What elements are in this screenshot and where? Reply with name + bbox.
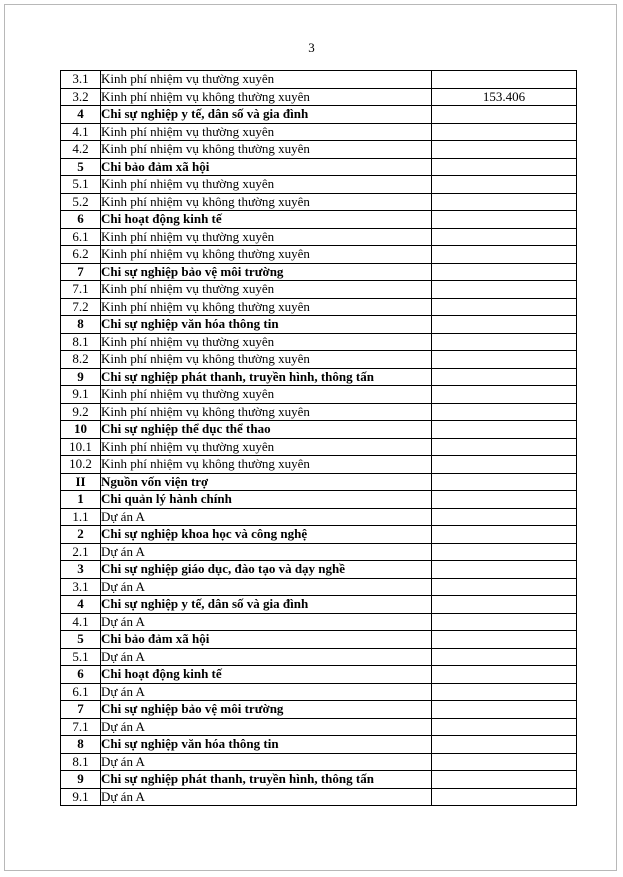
row-number-cell: 7 [61,263,101,281]
row-value-cell [432,193,577,211]
row-name-cell: Kinh phí nhiệm vụ thường xuyên [101,176,432,194]
row-number-cell: 2.1 [61,543,101,561]
row-number-cell: 8 [61,316,101,334]
row-number-cell: 4.2 [61,141,101,159]
row-value-cell [432,596,577,614]
row-name-cell: Kinh phí nhiệm vụ không thường xuyên [101,456,432,474]
row-value-cell [432,421,577,439]
row-value-cell [432,386,577,404]
table-row [61,211,577,229]
row-number-cell: 9.1 [61,386,101,404]
row-name-cell: Kinh phí nhiệm vụ thường xuyên [101,386,432,404]
row-value-cell [432,176,577,194]
row-value-cell [432,316,577,334]
table-row [61,386,577,404]
row-name-cell: Chi sự nghiệp bảo vệ môi trường [101,701,432,719]
page-number: 3 [308,40,315,55]
row-name-cell: Dự án A [101,718,432,736]
table-row [61,281,577,299]
table-row [61,613,577,631]
row-number-cell: 5.2 [61,193,101,211]
table-row [61,718,577,736]
table-row [61,473,577,491]
row-number-cell: 10.2 [61,456,101,474]
row-number-cell: 3.2 [61,88,101,106]
row-name-cell: Kinh phí nhiệm vụ không thường xuyên [101,298,432,316]
row-number-cell: 6 [61,211,101,229]
row-number-cell: 3.1 [61,71,101,89]
row-number-cell: 10 [61,421,101,439]
row-name-cell: Kinh phí nhiệm vụ không thường xuyên [101,403,432,421]
row-name-cell: Dự án A [101,578,432,596]
table-row [61,561,577,579]
row-name-cell: Kinh phí nhiệm vụ thường xuyên [101,281,432,299]
row-value-cell [432,561,577,579]
row-value-cell [432,298,577,316]
row-number-cell: 7.1 [61,281,101,299]
table-row [61,316,577,334]
row-name-cell: Kinh phí nhiệm vụ thường xuyên [101,438,432,456]
row-name-cell: Kinh phí nhiệm vụ thường xuyên [101,228,432,246]
row-number-cell: 9.2 [61,403,101,421]
row-name-cell: Chi bảo đảm xã hội [101,631,432,649]
table-row [61,631,577,649]
row-name-cell: Chi sự nghiệp thể dục thể thao [101,421,432,439]
row-value-cell [432,246,577,264]
row-value-cell [432,368,577,386]
row-number-cell: 9 [61,368,101,386]
row-name-cell: Dự án A [101,683,432,701]
table-row [61,683,577,701]
table-row [61,648,577,666]
row-number-cell: 5 [61,631,101,649]
table-row [61,141,577,159]
table-row [61,88,577,106]
row-number-cell: 8.1 [61,333,101,351]
row-name-cell: Kinh phí nhiệm vụ không thường xuyên [101,88,432,106]
row-name-cell: Chi sự nghiệp y tế, dân số và gia đình [101,596,432,614]
row-value-cell [432,351,577,369]
table-row [61,701,577,719]
table-row [61,368,577,386]
table-row [61,71,577,89]
table-row [61,491,577,509]
row-value-cell [432,736,577,754]
row-name-cell: Kinh phí nhiệm vụ không thường xuyên [101,351,432,369]
row-number-cell: 3 [61,561,101,579]
row-value-cell [432,141,577,159]
row-value-cell [432,403,577,421]
row-number-cell: 7.1 [61,718,101,736]
table-row [61,788,577,806]
row-number-cell: 3.1 [61,578,101,596]
table-row [61,771,577,789]
row-value-cell [432,263,577,281]
table-row [61,246,577,264]
table-row [61,123,577,141]
row-name-cell: Chi sự nghiệp y tế, dân số và gia đình [101,106,432,124]
row-number-cell: 6.2 [61,246,101,264]
row-value-cell [432,158,577,176]
row-value-cell [432,333,577,351]
row-name-cell: Nguồn vốn viện trợ [101,473,432,491]
row-number-cell: II [61,473,101,491]
table-row [61,421,577,439]
row-value-cell: 153.406 [432,88,577,106]
row-value-cell [432,438,577,456]
table-row [61,508,577,526]
table-row [61,666,577,684]
row-name-cell: Chi bảo đảm xã hội [101,158,432,176]
row-name-cell: Chi quản lý hành chính [101,491,432,509]
row-value-cell [432,456,577,474]
row-number-cell: 1 [61,491,101,509]
row-number-cell: 7.2 [61,298,101,316]
row-value-cell [432,281,577,299]
row-name-cell: Chi sự nghiệp văn hóa thông tin [101,736,432,754]
table-row [61,736,577,754]
row-value-cell [432,106,577,124]
row-value-cell [432,701,577,719]
row-name-cell: Chi sự nghiệp bảo vệ môi trường [101,263,432,281]
row-number-cell: 9 [61,771,101,789]
table-row [61,106,577,124]
row-number-cell: 2 [61,526,101,544]
budget-table-body [61,71,577,806]
row-value-cell [432,788,577,806]
row-name-cell: Chi sự nghiệp khoa học và công nghệ [101,526,432,544]
row-value-cell [432,631,577,649]
table-row [61,456,577,474]
row-number-cell: 4 [61,106,101,124]
table-row [61,578,577,596]
table-row [61,193,577,211]
row-value-cell [432,211,577,229]
row-number-cell: 4 [61,596,101,614]
row-number-cell: 6 [61,666,101,684]
row-number-cell: 6.1 [61,228,101,246]
table-row [61,526,577,544]
row-name-cell: Dự án A [101,508,432,526]
table-row [61,596,577,614]
row-name-cell: Dự án A [101,753,432,771]
table-row [61,403,577,421]
row-name-cell: Chi sự nghiệp văn hóa thông tin [101,316,432,334]
row-name-cell: Kinh phí nhiệm vụ thường xuyên [101,333,432,351]
row-name-cell: Kinh phí nhiệm vụ không thường xuyên [101,193,432,211]
row-number-cell: 6.1 [61,683,101,701]
row-value-cell [432,666,577,684]
row-value-cell [432,683,577,701]
row-number-cell: 7 [61,701,101,719]
row-number-cell: 4.1 [61,613,101,631]
row-name-cell: Dự án A [101,788,432,806]
row-name-cell: Chi sự nghiệp phát thanh, truyền hình, thông tấn [101,368,432,386]
row-name-cell: Kinh phí nhiệm vụ không thường xuyên [101,141,432,159]
row-value-cell [432,71,577,89]
row-name-cell: Dự án A [101,648,432,666]
row-number-cell: 5.1 [61,176,101,194]
row-name-cell: Dự án A [101,613,432,631]
table-row [61,158,577,176]
row-number-cell: 5.1 [61,648,101,666]
row-number-cell: 8.1 [61,753,101,771]
row-value-cell [432,718,577,736]
row-number-cell: 9.1 [61,788,101,806]
table-row [61,298,577,316]
row-value-cell [432,526,577,544]
row-number-cell: 8 [61,736,101,754]
row-number-cell: 5 [61,158,101,176]
table-row [61,228,577,246]
row-name-cell: Kinh phí nhiệm vụ thường xuyên [101,123,432,141]
row-name-cell: Chi sự nghiệp phát thanh, truyền hình, thông tấn [101,771,432,789]
row-value-cell [432,648,577,666]
row-name-cell: Kinh phí nhiệm vụ thường xuyên [101,71,432,89]
table-row [61,543,577,561]
row-value-cell [432,543,577,561]
row-value-cell [432,508,577,526]
table-row [61,333,577,351]
row-name-cell: Dự án A [101,543,432,561]
row-name-cell: Chi sự nghiệp giáo dục, đào tạo và dạy nghề [101,561,432,579]
row-number-cell: 4.1 [61,123,101,141]
budget-table [60,70,577,806]
row-name-cell: Chi hoạt động kinh tế [101,666,432,684]
table-row [61,351,577,369]
row-value-cell [432,228,577,246]
table-row [61,176,577,194]
row-value-cell [432,613,577,631]
row-name-cell: Chi hoạt động kinh tế [101,211,432,229]
row-number-cell: 1.1 [61,508,101,526]
row-number-cell: 10.1 [61,438,101,456]
row-value-cell [432,473,577,491]
row-value-cell [432,771,577,789]
row-value-cell [432,578,577,596]
table-row [61,753,577,771]
row-name-cell: Kinh phí nhiệm vụ không thường xuyên [101,246,432,264]
table-row [61,438,577,456]
row-number-cell: 8.2 [61,351,101,369]
row-value-cell [432,753,577,771]
row-value-cell [432,491,577,509]
table-row [61,263,577,281]
row-value-cell [432,123,577,141]
